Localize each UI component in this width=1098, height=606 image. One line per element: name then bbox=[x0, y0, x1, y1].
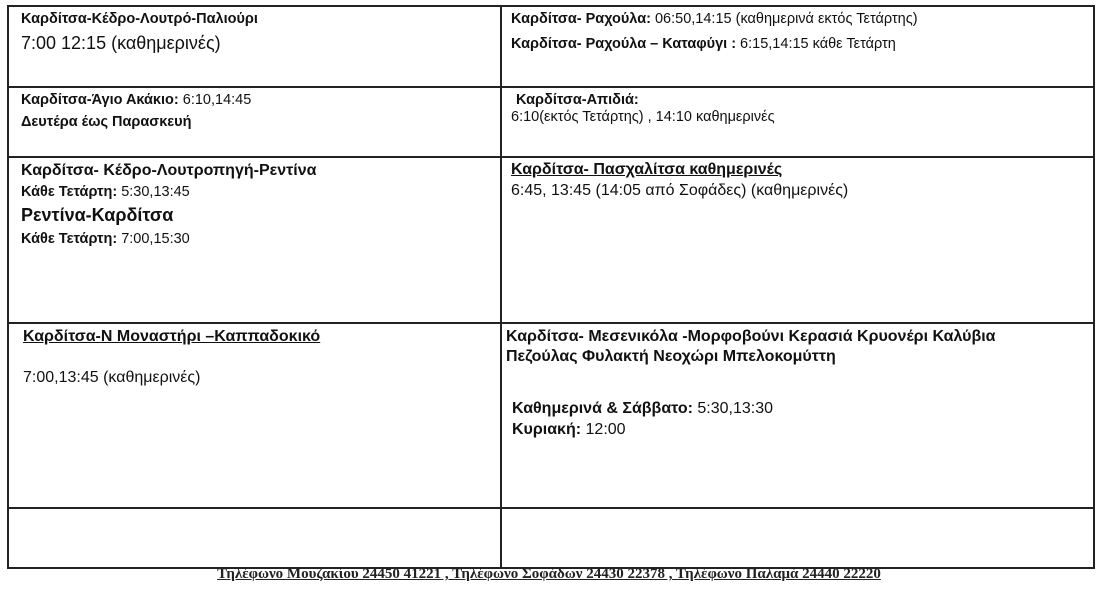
route-times: 5:30,13:30 bbox=[692, 400, 774, 417]
route-line bbox=[21, 230, 190, 248]
route-title: Καρδίτσα- Ραχούλα – Καταφύγι : bbox=[511, 36, 737, 52]
route-times: 7:00 12:15 (καθημερινές) bbox=[21, 33, 221, 53]
route-day: Κάθε Τετάρτη: bbox=[21, 184, 118, 200]
empty-cell bbox=[8, 508, 501, 568]
schedule-cell bbox=[501, 87, 1094, 157]
route-title: Καρδίτσα-Ν Μοναστήρι –Καππαδοκικό bbox=[23, 328, 321, 345]
route-title: Καρδίτσα- Μεσενικόλα -Μορφοβούνι Κερασιά Κρυονέρι Καλύβια bbox=[506, 328, 996, 345]
route-title: Καρδίτσα-Απιδιά: bbox=[516, 92, 639, 108]
schedule-cell bbox=[8, 157, 501, 323]
route-day: Κυριακή: bbox=[512, 421, 582, 438]
route-day: Καθημερινά & Σάββατο: bbox=[512, 400, 693, 417]
route-line bbox=[512, 421, 626, 439]
schedule-table bbox=[7, 5, 1095, 569]
route-times: 6:10(εκτός Τετάρτης) , 14:10 καθημερινές bbox=[511, 109, 775, 125]
route-title: Καρδίτσα-Άγιο Ακάκιο: bbox=[21, 92, 179, 108]
route-times: 7:00,15:30 bbox=[117, 231, 190, 247]
route-line bbox=[21, 91, 251, 109]
empty-cell bbox=[501, 508, 1094, 568]
route-times: 6:45, 13:45 (14:05 από Σοφάδες) (καθημερινές) bbox=[511, 182, 849, 199]
route-line bbox=[21, 183, 190, 201]
route-times: 6:10,14:45 bbox=[178, 92, 252, 108]
route-day: Κάθε Τετάρτη: bbox=[21, 231, 118, 247]
route-times: 6:15,14:15 κάθε Τετάρτη bbox=[736, 36, 896, 52]
route-times: 12:00 bbox=[581, 421, 626, 438]
schedule-cell bbox=[8, 6, 501, 87]
route-line bbox=[512, 400, 773, 418]
route-title: Καρδίτσα- Ραχούλα: bbox=[511, 11, 651, 27]
schedule-cell bbox=[501, 6, 1094, 87]
route-times: 5:30,13:45 bbox=[117, 184, 190, 200]
route-title: Καρδίτσα-Κέδρο-Λουτρό-Παλιούρι bbox=[21, 11, 258, 27]
route-line bbox=[511, 35, 896, 53]
route-times: 06:50,14:15 (καθημερινά εκτός Τετάρτης) bbox=[650, 11, 918, 27]
schedule-cell bbox=[8, 323, 501, 508]
schedule-cell bbox=[8, 87, 501, 157]
footer-phones: Τηλέφωνο Μουζακίου 24450 41221 , Τηλέφωνο Σοφάδων 24430 22378 , Τηλέφωνο Παλαμά 24440 22220 bbox=[217, 566, 881, 582]
route-title: Καρδίτσα- Κέδρο-Λουτροπηγή-Ρεντίνα bbox=[21, 162, 317, 179]
route-title-continued: Πεζούλας Φυλακτή Νεοχώρι Μπελοκομύττη bbox=[506, 348, 836, 365]
schedule-cell bbox=[501, 323, 1094, 508]
route-title: Καρδίτσα- Πασχαλίτσα καθημερινές bbox=[511, 161, 783, 178]
return-route-title: Ρεντίνα-Καρδίτσα bbox=[21, 205, 174, 225]
route-days: Δευτέρα έως Παρασκευή bbox=[21, 114, 192, 130]
route-line bbox=[511, 10, 918, 28]
route-times: 7:00,13:45 (καθημερινές) bbox=[23, 369, 201, 386]
schedule-cell bbox=[501, 157, 1094, 323]
